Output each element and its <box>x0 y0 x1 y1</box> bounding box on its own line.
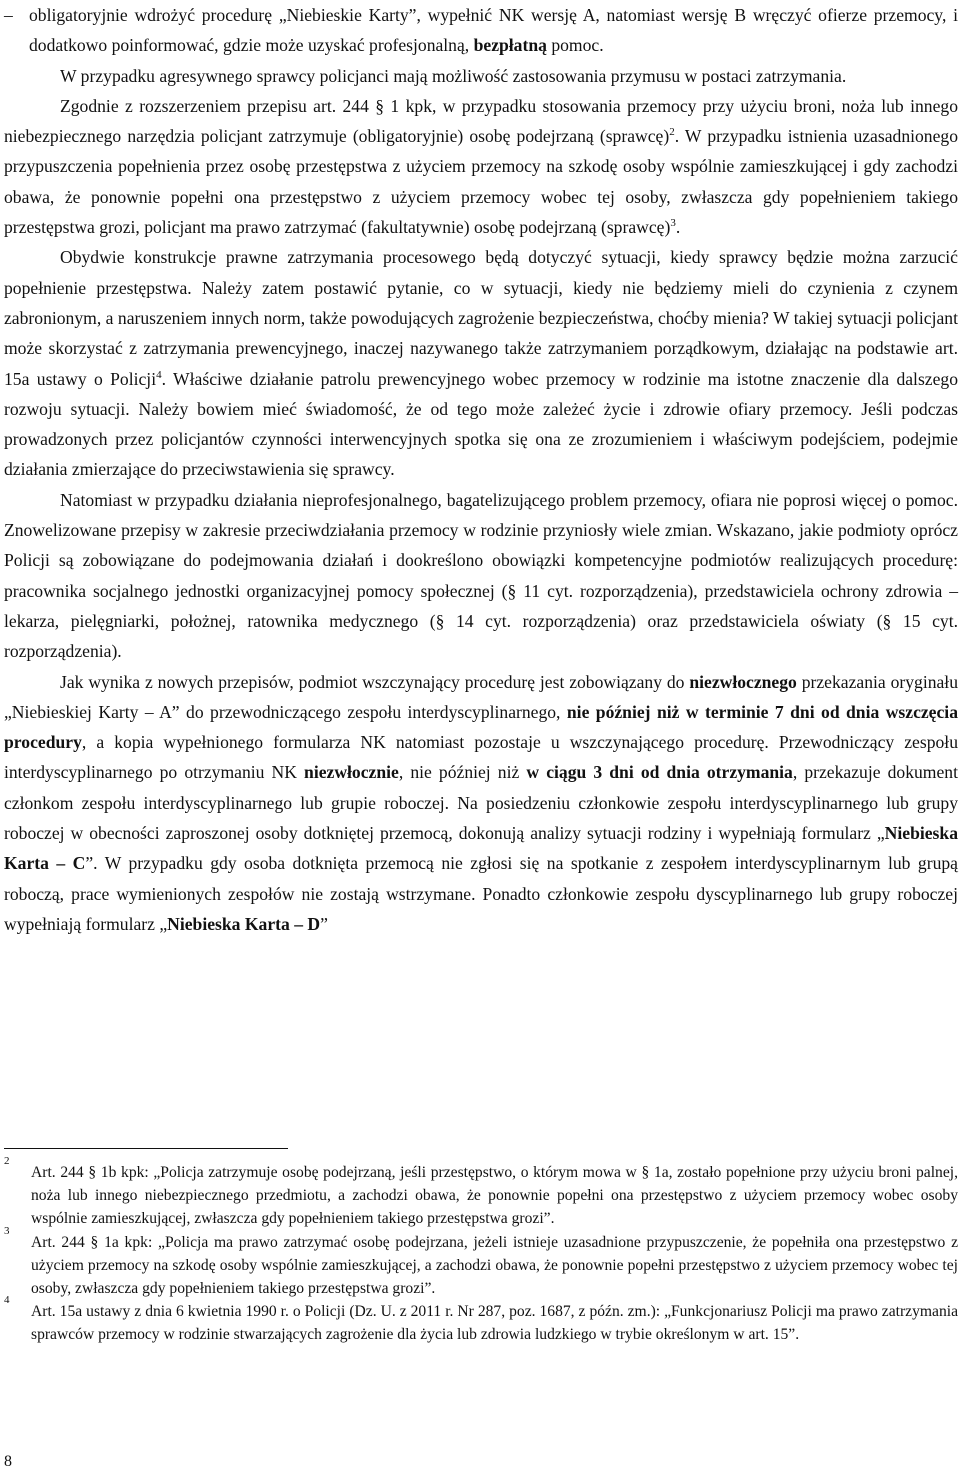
paragraph-art-244 <box>4 91 958 242</box>
bold-phrase: bezpłatną <box>473 35 547 56</box>
paragraph-text: ”. W przypadku gdy osoba dotknięta przemocą nie zgłosi się na spotkanie z zespołem interdyscyplinarnym lub grupą roboczą, prace wymienionych zespołów nie zostają wstrzymane. Ponadto członkowie zespołu dyscyplinarnego lub grupy roboczej wypełniają formularz „ <box>4 853 958 934</box>
bold-phrase: w ciągu 3 dni od dnia otrzymania <box>526 762 793 783</box>
footnote-number: 2 <box>4 1155 10 1167</box>
paragraph-text: , a kopia wypełnionego formularza NK natomiast pozostaje u wszczynającego procedurę. Przewodniczący zespołu interdyscyplinarnego po otrzymaniu NK <box>4 732 958 783</box>
bold-phrase: nie później niż w terminie 7 dni od dnia wszczęcia procedury <box>4 701 958 753</box>
bold-phrase: Niebieska Karta – C <box>4 823 958 874</box>
paragraph-text: Obydwie konstrukcje prawne zatrzymania procesowego będą dotyczyć sytuacji, kiedy sprawcy będzie można zarzucić popełnienie przestępstwa. Należy zatem postawić pytanie, co w sytuacji, kiedy nie będziemy mieli do czynienia z czynem zabronionym, a naruszeniem innych norm, także powodujących zagrożenie bezpieczeństwa, choćby mienia? W takiej sytuacji policjant może skorzystać z zatrzymania prewencyjnego, inaczej nazywanego także zatrzymaniem porządkowym, działając na podstawie art. 15a ustawy o Policji <box>4 247 958 389</box>
paragraph-text: . Właściwe działanie patrolu prewencyjnego wobec przemocy w rodzinie ma istotne znaczenie dla dalszego rozwoju sytuacji. Należy bowiem mieć świadomość, że od tego może zależeć życie i zdrowie ofiary przemocy. Jeśli podczas prowadzonych przez policjantów czynności interwencyjnych spotka się ona ze zrozumieniem i właściwym podejściem, podejmie działania zmierzające do przeciwstawienia się sprawcy. <box>4 368 958 480</box>
list-item-obligatory-procedure <box>4 0 958 61</box>
paragraph-text: Jak wynika z nowych przepisów, podmiot wszczynający procedurę jest zobowiązany do <box>60 671 690 692</box>
paragraph-text: , nie później niż <box>398 762 527 783</box>
footnote-separator <box>4 1148 288 1149</box>
paragraph-text: ” <box>320 913 328 934</box>
footnote-4 <box>4 1294 958 1346</box>
paragraph-text: , przekazuje dokument członkom zespołu interdyscyplinarnego lub grupie roboczej. Na posiedzeniu członkowie zespołu interdyscyplinarnego lub grupy roboczej w obecności zaproszonej osoby dotkniętej przemocą, dokonują analizy sytuacji rodziny i wypełniają formularz „ <box>4 762 958 844</box>
footnote-ref[interactable]: 2 <box>669 126 675 139</box>
footnote-ref[interactable]: 3 <box>670 217 676 230</box>
footnote-number: 3 <box>4 1224 10 1237</box>
paragraph-aggressive-perpetrator: W przypadku agresywnego sprawcy policjanci mają możliwość zastosowania przymusu w postaci zatrzymania. <box>60 65 847 86</box>
paragraph-text: . W przypadku istnienia uzasadnionego przypuszczenia popełnienia przez osobę przestępstwa z użyciem przemocy na szkodę osoby wspólnie zamieszkującej i gdy zachodzi obawa, że ponownie popełni ona przestępstwo z użyciem przemocy wobec tej osoby, zwłaszcza gdy popełnieniem takiego przestępstwa grozi, policjant ma prawo zatrzymać (fakultatywnie) osobę podejrzaną (sprawcę) <box>4 126 958 238</box>
footnote-text: Art. 244 § 1b kpk: „Policja zatrzymuje osobę podejrzaną, jeśli przestępstwo, o którym mowa w § 1a, zostało popełnione przy użyciu broni palnej, noża lub innego niebezpiecznego przedmiotu, a zachodzi obawa, że ponownie popełni ona przestępstwo z użyciem przemocy wobec osoby wspólnie zamieszkującej, zwłaszcza gdy popełnieniem takiego przestępstwa grozi”. <box>31 1164 958 1228</box>
bold-phrase: niezwłocznego <box>689 671 797 692</box>
paragraph-text: Zgodnie z rozszerzeniem przepisu art. 244 § 1 kpk, w przypadku stosowania przemocy przy użyciu broni, noża lub innego niebezpiecznego narzędzia policjant zatrzymuje (obligatoryjnie) osobę podejrzaną (sprawcę) <box>4 95 958 147</box>
paragraph-unprofessional-action: Natomiast w przypadku działania nieprofesjonalnego, bagatelizującego problem przemocy, ofiara nie poprosi więcej o pomoc. Znowelizowane przepisy w zakresie przeciwdziałania przemocy w rodzinie przyniosły wiele zmian. Wskazano, jakie podmioty oprócz Policji są zobowiązane do podejmowania działań i dookreślono obowiązki kompetencyjne podmiotów realizujących procedurę: pracownika socjalnego jednostki organizacyjnej pomocy społecznej (§ 11 cyt. rozporządzenia), przedstawiciela ochrony zdrowia – lekarza, pielęgniarki, położnej, ratownika medycznego (§ 14 cyt. rozporządzenia) oraz przedstawiciela oświaty (§ 15 cyt. rozporządzenia). <box>4 489 958 662</box>
paragraph-new-regulations <box>4 667 958 940</box>
bold-phrase: Niebieska Karta – D <box>167 913 321 934</box>
bold-phrase: niezwłocznie <box>304 762 399 783</box>
paragraph-text: . <box>675 217 681 238</box>
paragraph-preventive-detention <box>4 242 958 484</box>
footnote-2 <box>4 1155 958 1231</box>
footnotes <box>4 1155 958 1347</box>
dash-bullet: – <box>4 5 13 25</box>
footnote-number: 4 <box>4 1294 10 1307</box>
paragraph-text: przekazania oryginału „Niebieskiej Karty – A” do przewodniczącego zespołu interdyscyplinarnego, <box>4 671 958 722</box>
footnote-text: Art. 15a ustawy z dnia 6 kwietnia 1990 r. o Policji (Dz. U. z 2011 r. Nr 287, poz. 1687, z późn. zm.): „Funkcjonariusz Policji ma prawo zatrzymania sprawców przemocy w rodzinie stwarzających zagrożenie dla życia lub zdrowia ludzkiego w trybie określonym w art. 15”. <box>31 1303 958 1344</box>
paragraph-text: obligatoryjnie wdrożyć procedurę „Niebieskie Karty”, wypełnić NK wersję A, natomiast wersję B wręczyć ofierze przemocy, i dodatkowo poinformować, gdzie może uzyskać profesjonalną, <box>29 5 958 56</box>
footnote-ref[interactable]: 4 <box>156 368 162 381</box>
main-text <box>4 0 958 939</box>
footnote-3 <box>4 1224 958 1301</box>
paragraph-text: pomoc. <box>546 35 604 56</box>
footnote-text: Art. 244 § 1a kpk: „Policja ma prawo zatrzymać osobę podejrzana, jeżeli istnieje uzasadnione przypuszczenie, że popełniła ona przestępstwo z użyciem przemocy na szkodę osoby wspólnie zamieszkującej, a zachodzi obawa, że ponownie popełni przestępstwo z użyciem przemocy wobec tej osoby, zwłaszcza gdy popełnieniem takiego przestępstwa grozi”. <box>31 1233 958 1298</box>
page-number: 8 <box>4 1453 12 1470</box>
